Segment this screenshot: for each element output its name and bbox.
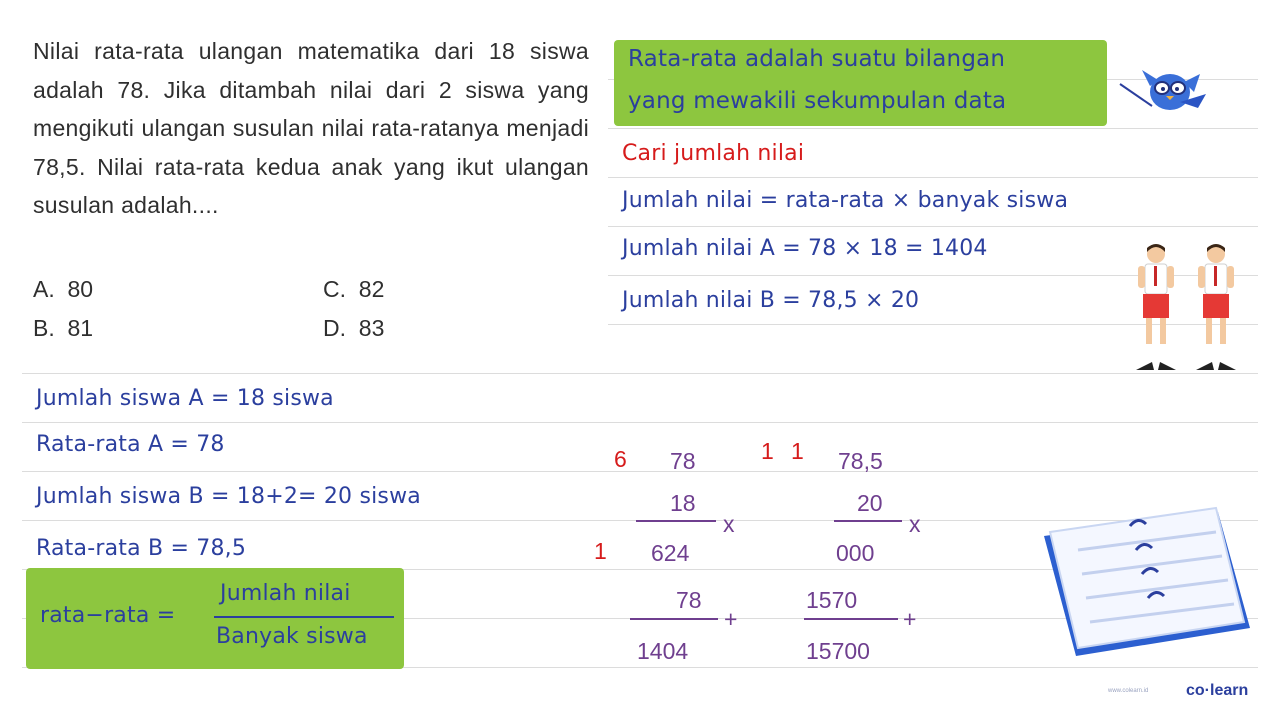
calc1-multiplier: 18 [670,490,696,516]
formula-box [26,568,404,669]
option-d: D. 83 [323,315,385,341]
calc1-carry-top: 6 [614,446,627,472]
formula-numerator: Jumlah nilai [220,581,351,606]
step-formula-total: Jumlah nilai = rata-rata × banyak siswa [622,188,1069,213]
calc1-carry-left: 1 [594,538,607,564]
step-total-b: Jumlah nilai B = 78,5 × 20 [622,288,920,313]
ruled-line [22,471,1258,472]
calc1-times-sign: x [723,511,735,537]
option-a: A. 80 [33,276,94,302]
option-b: B. 81 [33,315,94,341]
ruled-line [608,177,1258,178]
step-students-b: Jumlah siswa B = 18+2= 20 siswa [36,484,421,509]
notebook-icon [1038,506,1256,664]
ruled-line [608,128,1258,129]
footer-url: www.colearn.id [1108,688,1149,694]
ruled-line [608,226,1258,227]
calc2-partial-1: 000 [836,540,875,566]
calc2-partial-2: 1570 [806,587,858,613]
step-total-a: Jumlah nilai A = 78 × 18 = 1404 [622,236,988,261]
definition-line-2: yang mewakili sekumpulan data [628,88,1007,114]
calc1-bar-1 [636,520,716,522]
formula-fraction-bar [214,616,394,618]
option-c: C. 82 [323,276,385,302]
calc1-partial-2: 78 [676,587,702,613]
calc1-result: 1404 [637,638,689,664]
definition-box [614,40,1107,126]
calc2-result: 15700 [806,638,870,664]
calc2-bar-1 [834,520,902,522]
calc2-plus-sign: + [903,606,917,632]
ruled-line [22,422,1258,423]
step-students-a: Jumlah siswa A = 18 siswa [36,386,334,411]
calc2-multiplicand: 78,5 [838,448,883,474]
calc1-plus-sign: + [724,606,738,632]
definition-line-1: Rata-rata adalah suatu bilangan [628,46,1006,72]
step-mean-a: Rata-rata A = 78 [36,432,225,457]
question-text: Nilai rata-rata ulangan matematika dari 18 siswa adalah 78. Jika ditambah nilai dari 2 siswa yang mengikuti ulangan susulan nilai rata-ratanya menjadi 78,5. Nilai rata-rata kedua anak yang ikut ulangan susulan adalah.... [33,38,589,218]
step-mean-b: Rata-rata B = 78,5 [36,536,247,561]
colearn-logo: co·learn [1186,682,1249,699]
calc1-bar-2 [630,618,718,620]
students-illustration [1128,242,1254,378]
calc2-carry-1: 1 [761,438,774,464]
calc1-partial-1: 624 [651,540,690,566]
calc2-bar-2 [804,618,898,620]
calc2-times-sign: x [909,511,921,537]
calc2-multiplier: 20 [857,490,883,516]
ruled-line [22,373,1258,374]
calc1-multiplicand: 78 [670,448,696,474]
formula-lhs: rata−rata = [40,603,176,628]
owl-mascot-icon [1118,62,1210,118]
calc2-carry-2: 1 [791,438,804,464]
step-find-total: Cari jumlah nilai [622,141,805,166]
formula-denominator: Banyak siswa [216,624,368,649]
